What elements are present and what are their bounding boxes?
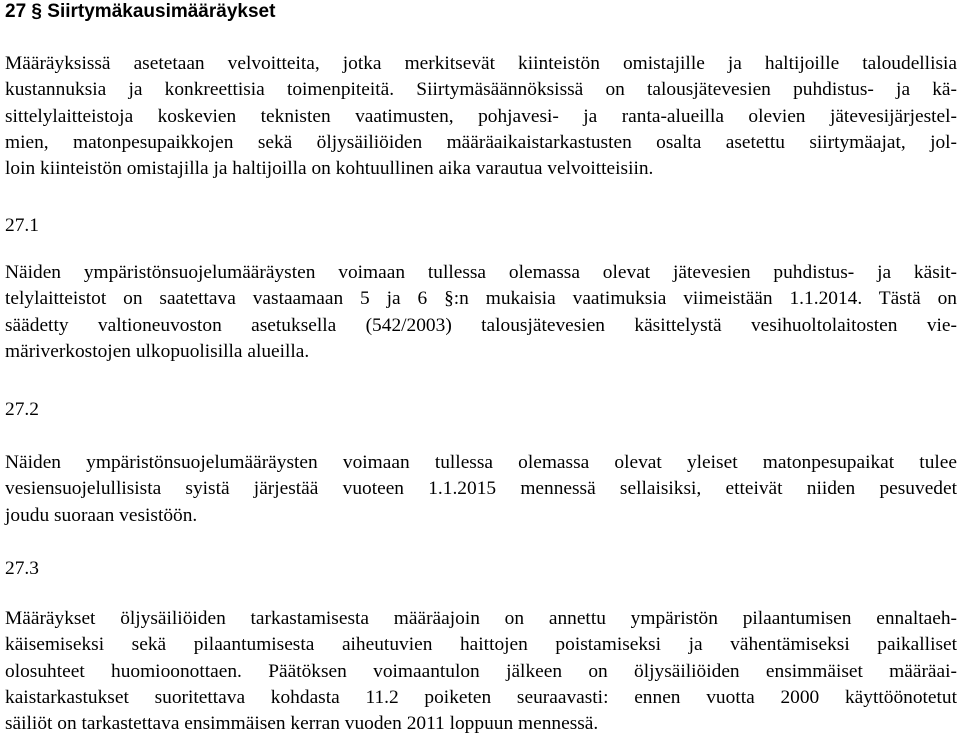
section-sign: § xyxy=(31,1,42,22)
subsection-27-2-paragraph xyxy=(5,450,957,529)
subsection-27-1-line-4: märiverkostojen ulkopuolisilla alueilla. xyxy=(5,340,310,362)
section-heading xyxy=(5,0,275,24)
subsection-27-3-line-2: käisemiseksi sekä pilaantumisesta aiheutuvien haittojen poistamiseksi ja vähentämiseksi paikalliset xyxy=(5,634,957,656)
intro-line-5: loin kiinteistön omistajilla ja haltijoilla on kohtuullinen aika varautua velvoitteisiin. xyxy=(5,158,654,180)
subsection-27-1-line-2: telylaitteistot on saatettava vastaamaan 5 ja 6 §:n mukaisia vaatimuksia viimeistään 1.1.2014. Tästä on xyxy=(5,288,957,310)
subsection-27-1-line-1: Näiden ympäristönsuojelumääräysten voimaan tullessa olemassa olevat jätevesien puhdistus- ja käsit- xyxy=(5,262,957,283)
subsection-27-3-line-5: säiliöt on tarkastettava ensimmäisen kerran vuoden 2011 loppuun mennessä. xyxy=(5,713,599,735)
intro-line-3: sittelylaitteistoja koskevien teknisten vaatimusten, pohjavesi- ja ranta-alueilla olevien jätevesijärjestel- xyxy=(5,105,957,127)
subsection-27-1-paragraph xyxy=(5,260,957,365)
intro-paragraph xyxy=(5,51,957,182)
subsection-27-3-line-1: Määräykset öljysäiliöiden tarkastamisesta määräajoin on annettu ympäristön pilaantumisen ennaltaeh- xyxy=(5,608,957,629)
subsection-number-27-1: 27.1 xyxy=(5,215,39,236)
subsection-number-27-2: 27.2 xyxy=(5,399,39,420)
intro-line-1: Määräyksissä asetetaan velvoitteita, jotka merkitsevät kiinteistön omistajille ja haltijoille taloudellisia xyxy=(5,53,957,74)
subsection-27-2-line-3: joudu suoraan vesistöön. xyxy=(5,504,198,526)
section-title: Siirtymäkausimääräykset xyxy=(47,1,276,22)
subsection-27-3-line-4: kaistarkastukset suoritettava kohdasta 11.2 poiketen seuraavasti: ennen vuotta 2000 käyttöönotetut xyxy=(5,686,957,708)
subsection-27-2-line-1: Näiden ympäristönsuojelumääräysten voimaan tullessa olemassa olevat yleiset matonpesupaikat tulee xyxy=(5,452,957,473)
subsection-27-3-paragraph xyxy=(5,606,957,737)
section-number: 27 xyxy=(5,1,27,22)
subsection-27-1-line-3: säädetty valtioneuvoston asetuksella (542/2003) talousjätevesien käsittelystä vesihuoltolaitosten vie- xyxy=(5,314,957,336)
intro-line-2: kustannuksia ja konkreettisia toimenpiteitä. Siirtymäsäännöksissä on talousjätevesien puhdistus- ja kä- xyxy=(5,79,957,101)
subsection-27-2-line-2: vesiensuojelullisista syistä järjestää vuoteen 1.1.2015 mennessä sellaisiksi, etteivät niiden pesuvedet xyxy=(5,478,957,500)
intro-line-4: mien, matonpesupaikkojen sekä öljysäiliöiden määräaikaistarkastusten osalta asetettu siirtymäajat, jol- xyxy=(5,131,957,153)
subsection-27-3-line-3: olosuhteet huomioonottaen. Päätöksen voimaantulon jälkeen on öljysäiliöiden ensimmäiset määräai- xyxy=(5,660,957,682)
subsection-number-27-3: 27.3 xyxy=(5,558,39,579)
